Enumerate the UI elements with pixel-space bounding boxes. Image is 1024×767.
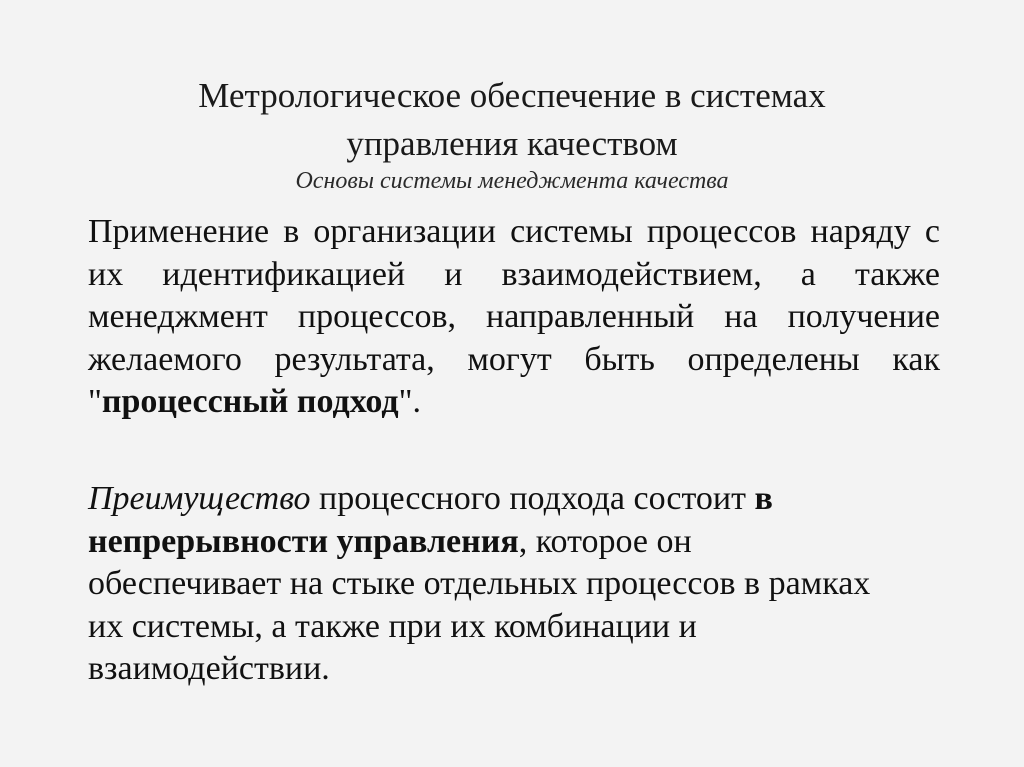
paragraph-process-approach xyxy=(88,211,940,424)
process-approach-term: процессный подход xyxy=(101,383,399,420)
paragraph1-text-after: ". xyxy=(398,383,422,420)
continuity-phrase: в непрерывности управления xyxy=(88,480,773,560)
paragraph1-text-before: Применение в организации системы процессов наряду с их идентификацией и взаимодействием, а также менеджмент процессов, направленный на получение желаемого результата, могут быть определены как " xyxy=(88,213,940,420)
advantage-lead-word: Преимущество xyxy=(88,480,311,517)
title-line-2: управления качеством xyxy=(346,124,678,163)
title-line-1: Метрологическое обеспечение в системах xyxy=(198,76,826,115)
slide-subtitle: Основы системы менеджмента качества xyxy=(295,168,729,194)
paragraph2-text-mid: процессного подхода состоит xyxy=(310,480,755,517)
paragraph2-text-end: , которое он обеспечивает на стыке отдельных процессов в рамках их системы, а также при их комбинации и взаимодействии. xyxy=(88,522,871,687)
paragraph-advantage xyxy=(88,478,888,691)
slide-title xyxy=(60,72,964,168)
